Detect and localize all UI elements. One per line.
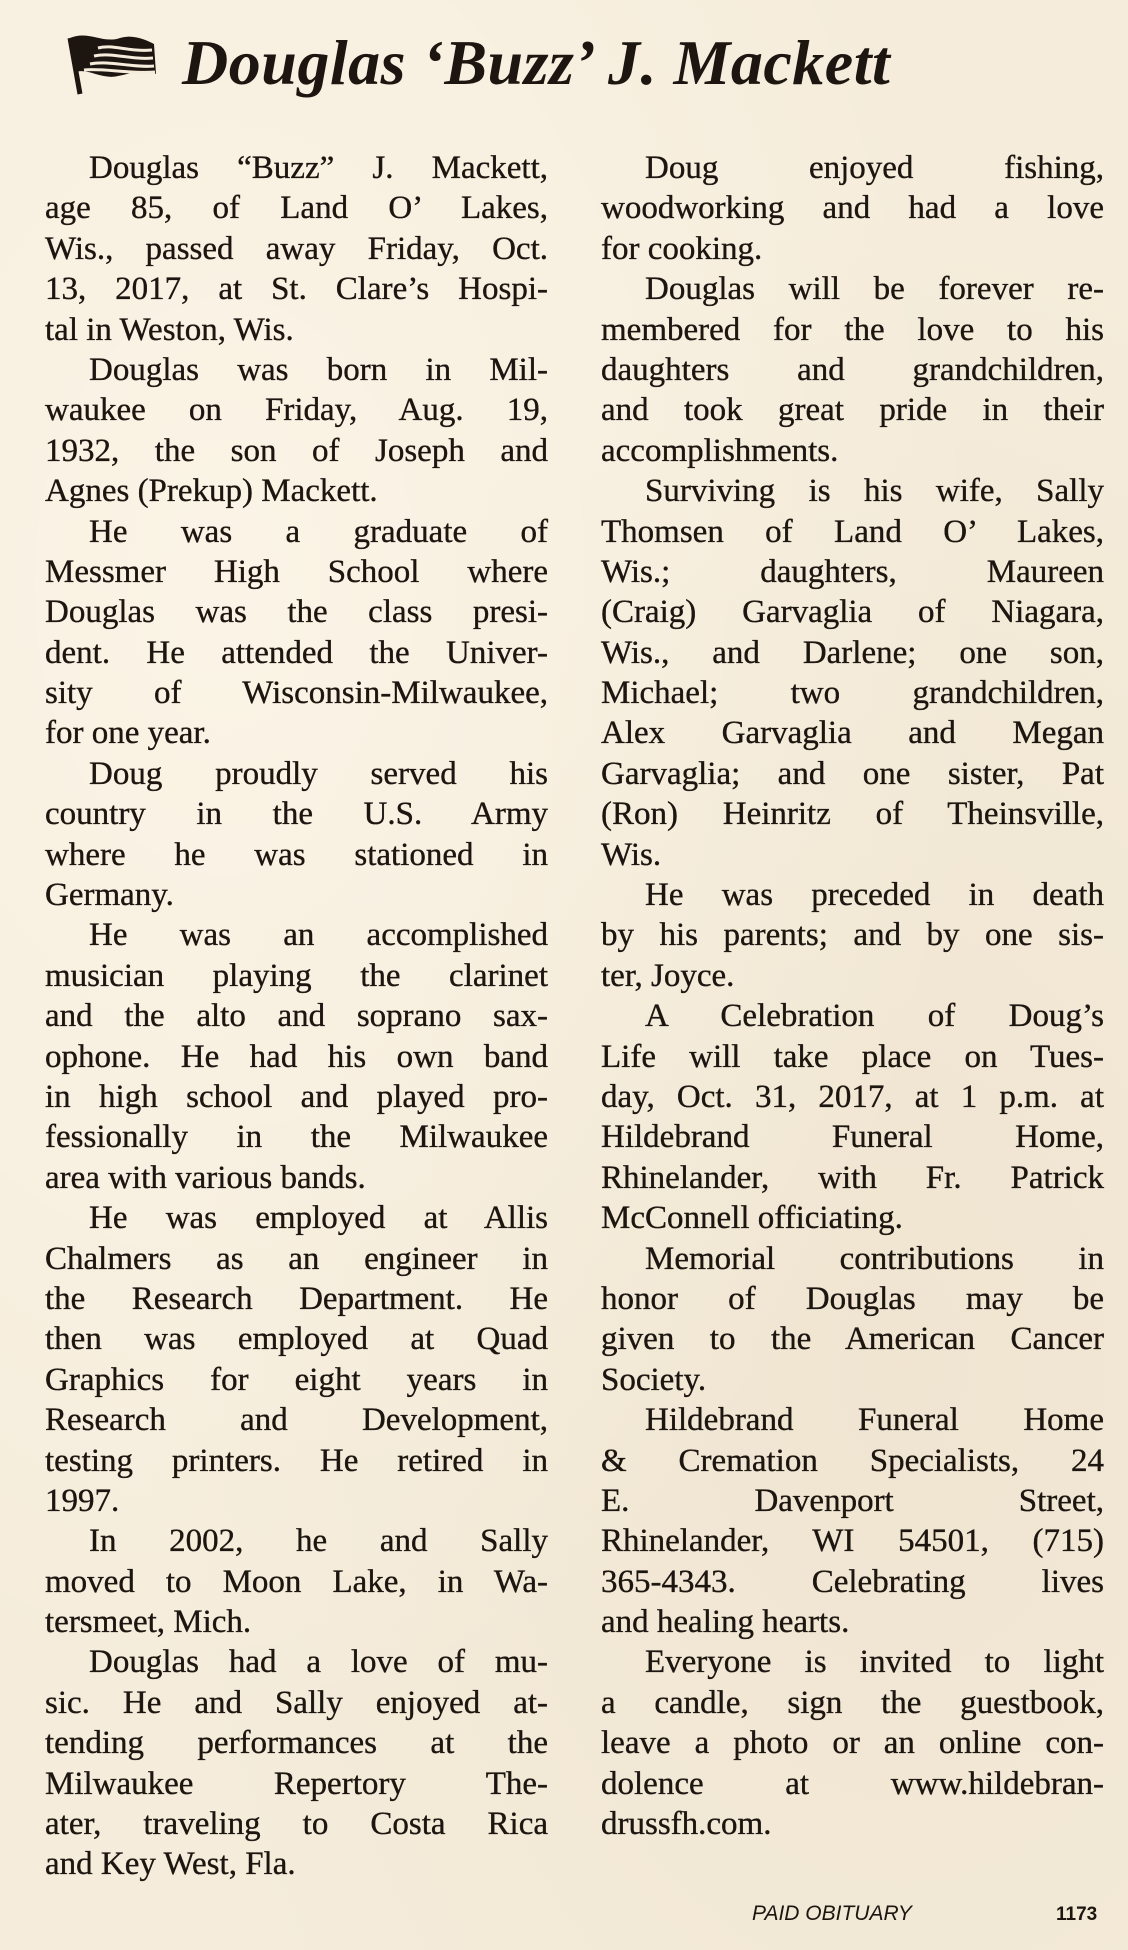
text-line: given to the American Cancer [601, 1321, 1104, 1358]
text-line: He was an accomplished [89, 917, 548, 954]
text-line: He was a graduate of [89, 513, 548, 550]
paragraph [601, 996, 1104, 1238]
text-line: day, Oct. 31, 2017, at 1 p.m. at [601, 1078, 1104, 1115]
text-line: honor of Douglas may be [601, 1280, 1104, 1317]
text-line: tersmeet, Mich. [45, 1604, 252, 1641]
text-line: moved to Moon Lake, in Wa- [45, 1563, 548, 1600]
text-line: 365-4343. Celebrating lives [601, 1563, 1104, 1600]
right-column [601, 148, 1104, 1844]
text-line: Douglas was born in Mil- [89, 351, 548, 388]
text-line: and the alto and soprano sax- [45, 998, 548, 1035]
text-line: Hildebrand Funeral Home, [601, 1119, 1104, 1156]
american-flag-icon [58, 30, 158, 96]
text-line: Research and Development, [45, 1402, 548, 1439]
text-line: accomplishments. [601, 432, 839, 469]
text-line: Germany. [45, 877, 174, 914]
text-line: (Craig) Garvaglia of Niagara, [601, 594, 1104, 631]
text-line: Wis., passed away Friday, Oct. [45, 230, 548, 267]
paragraph [45, 754, 548, 916]
text-line: sic. He and Sally enjoyed at- [45, 1684, 548, 1721]
text-line: Agnes (Prekup) Mackett. [45, 473, 378, 510]
header [58, 28, 890, 98]
text-line: He was employed at Allis [89, 1200, 548, 1237]
text-line: Milwaukee Repertory The- [45, 1765, 548, 1802]
text-line: Memorial contributions in [645, 1240, 1104, 1277]
text-line: by his parents; and by one sis- [601, 917, 1104, 954]
paragraph [45, 1521, 548, 1642]
text-line: woodworking and had a love [601, 190, 1104, 227]
text-line: sity of Wisconsin-Milwaukee, [45, 675, 548, 712]
text-line: dolence at www.hildebran- [601, 1765, 1104, 1802]
text-line: E. Davenport Street, [601, 1482, 1104, 1519]
obituary-number: 1173 [1056, 1904, 1098, 1925]
text-line: Graphics for eight years in [45, 1361, 548, 1398]
text-line: in high school and played pro- [45, 1078, 548, 1115]
paragraph [45, 1198, 548, 1521]
text-line: Doug enjoyed fishing, [645, 150, 1104, 186]
text-line: dent. He attended the Univer- [45, 634, 548, 671]
text-line: leave a photo or an online con- [601, 1725, 1104, 1762]
text-line: Hildebrand Funeral Home [645, 1402, 1104, 1439]
text-line: the Research Department. He [45, 1280, 548, 1317]
text-line: for one year. [45, 715, 211, 752]
text-line: McConnell officiating. [601, 1200, 903, 1237]
text-line: Messmer High School where [45, 553, 548, 590]
text-line: Douglas will be forever re- [645, 271, 1104, 308]
paragraph [45, 350, 548, 512]
text-line: A Celebration of Doug’s [645, 998, 1104, 1035]
text-line: drussfh.com. [601, 1806, 772, 1843]
paragraph [45, 512, 548, 754]
text-line: Thomsen of Land O’ Lakes, [601, 513, 1104, 550]
text-line: Wis. [601, 836, 662, 873]
text-line: Garvaglia; and one sister, Pat [601, 755, 1104, 792]
text-line: membered for the love to his [601, 311, 1104, 348]
paragraph [45, 1642, 548, 1884]
text-line: for cooking. [601, 230, 763, 267]
paragraph [601, 471, 1104, 875]
paragraph [45, 915, 548, 1198]
text-line: (Ron) Heinritz of Theinsville, [601, 796, 1104, 833]
text-line: Alex Garvaglia and Megan [601, 715, 1104, 752]
text-line: 1932, the son of Joseph and [45, 432, 548, 469]
text-line: Douglas was the class presi- [45, 594, 548, 631]
text-line: Wis., and Darlene; one son, [601, 634, 1104, 671]
text-line: ophone. He had his own band [45, 1038, 548, 1075]
text-line: and healing hearts. [601, 1604, 850, 1641]
paid-obituary-label: PAID OBITUARY [752, 1902, 912, 1925]
text-line: & Cremation Specialists, 24 [601, 1442, 1104, 1479]
text-line: where he was stationed in [45, 836, 548, 873]
text-line: tal in Weston, Wis. [45, 311, 294, 348]
text-line: Rhinelander, with Fr. Patrick [601, 1159, 1104, 1196]
text-line: country in the U.S. Army [45, 796, 548, 833]
paragraph [601, 875, 1104, 996]
text-line: Wis.; daughters, Maureen [601, 553, 1104, 590]
text-line: musician playing the clarinet [45, 957, 548, 994]
text-line: Chalmers as an engineer in [45, 1240, 548, 1277]
text-line: and took great pride in their [601, 392, 1104, 429]
text-line: area with various bands. [45, 1159, 366, 1196]
text-line: daughters and grandchildren, [601, 351, 1104, 388]
text-line: waukee on Friday, Aug. 19, [45, 392, 548, 429]
paragraph [601, 148, 1104, 269]
text-line: Douglas had a love of mu- [89, 1644, 548, 1681]
text-line: Surviving is his wife, Sally [645, 473, 1104, 510]
text-line: In 2002, he and Sally [89, 1523, 548, 1560]
paragraph [601, 1239, 1104, 1401]
paragraph [601, 1642, 1104, 1844]
text-line: Michael; two grandchildren, [601, 675, 1104, 712]
text-line: ater, traveling to Costa Rica [45, 1806, 548, 1843]
paragraph [45, 148, 548, 350]
text-line: Everyone is invited to light [645, 1644, 1104, 1681]
text-line: ter, Joyce. [601, 957, 735, 994]
text-line: Life will take place on Tues- [601, 1038, 1104, 1075]
text-line: testing printers. He retired in [45, 1442, 548, 1479]
text-line: then was employed at Quad [45, 1321, 548, 1358]
text-line: Doug proudly served his [89, 755, 548, 792]
left-column [45, 148, 548, 1885]
text-line: 13, 2017, at St. Clare’s Hospi- [45, 271, 548, 308]
text-line: 1997. [45, 1482, 120, 1519]
text-line: tending performances at the [45, 1725, 548, 1762]
text-line: Rhinelander, WI 54501, (715) [601, 1523, 1104, 1560]
text-line: fessionally in the Milwaukee [45, 1119, 548, 1156]
text-line: Douglas “Buzz” J. Mackett, [89, 150, 548, 186]
text-line: a candle, sign the guestbook, [601, 1684, 1104, 1721]
paragraph [601, 1400, 1104, 1642]
obituary-title: Douglas ‘Buzz’ J. Mackett [182, 27, 891, 98]
paragraph [601, 269, 1104, 471]
text-line: He was preceded in death [645, 877, 1104, 914]
text-line: age 85, of Land O’ Lakes, [45, 190, 548, 227]
text-line: Society. [601, 1361, 707, 1398]
text-line: and Key West, Fla. [45, 1846, 296, 1883]
